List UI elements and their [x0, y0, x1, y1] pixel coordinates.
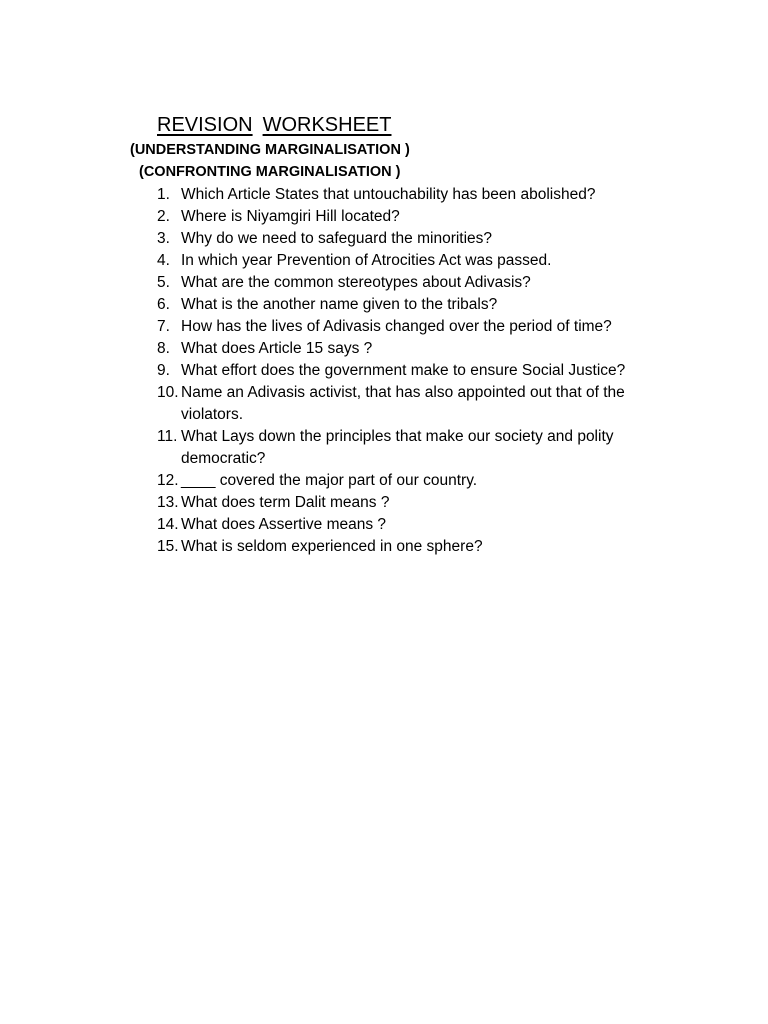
question-text: What does Assertive means ?	[181, 516, 387, 533]
question-list	[157, 184, 657, 558]
question-number: 4.	[157, 252, 170, 269]
question-item	[157, 206, 657, 228]
question-number: 10.	[157, 384, 179, 401]
question-number: 3.	[157, 230, 170, 247]
question-item	[157, 470, 657, 492]
question-text: What is the another name given to the tribals?	[181, 296, 498, 313]
question-number: 6.	[157, 296, 170, 313]
question-text: What does Article 15 says ?	[181, 340, 373, 357]
question-item	[157, 294, 657, 316]
question-number: 15.	[157, 538, 179, 555]
question-item	[157, 426, 657, 470]
question-item	[157, 228, 657, 250]
question-number: 7.	[157, 318, 170, 335]
question-text: What does term Dalit means ?	[181, 494, 390, 511]
question-number: 9.	[157, 362, 170, 379]
question-text: Where is Niyamgiri Hill located?	[181, 208, 400, 225]
question-number: 5.	[157, 274, 170, 291]
question-number: 13.	[157, 494, 179, 511]
subtitle-confronting: (CONFRONTING MARGINALISATION )	[139, 164, 401, 180]
worksheet-title	[157, 113, 391, 137]
question-number: 8.	[157, 340, 170, 357]
question-number: 1.	[157, 186, 170, 203]
question-text: What are the common stereotypes about Adivasis?	[181, 274, 531, 291]
question-text: ____ covered the major part of our country.	[181, 472, 478, 489]
question-text: How has the lives of Adivasis changed over the period of time?	[181, 318, 612, 335]
question-text: What is seldom experienced in one sphere?	[181, 538, 483, 555]
title-worksheet: WORKSHEET	[262, 114, 392, 136]
question-item	[157, 514, 657, 536]
subtitle-understanding: (UNDERSTANDING MARGINALISATION )	[130, 142, 410, 158]
question-text: Which Article States that untouchability has been abolished?	[181, 186, 596, 203]
question-number: 11.	[157, 428, 178, 445]
question-item	[157, 184, 657, 206]
question-item	[157, 360, 657, 382]
question-item	[157, 492, 657, 514]
question-item	[157, 316, 657, 338]
title-revision: REVISION	[157, 114, 253, 136]
question-number: 12.	[157, 472, 179, 489]
question-text: What effort does the government make to ensure Social Justice?	[181, 362, 626, 379]
question-text: What Lays down the principles that make our society and polity democratic?	[181, 428, 614, 467]
question-number: 14.	[157, 516, 179, 533]
question-item	[157, 272, 657, 294]
question-number: 2.	[157, 208, 170, 225]
question-text: In which year Prevention of Atrocities Act was passed.	[181, 252, 552, 269]
question-item	[157, 250, 657, 272]
question-item	[157, 536, 657, 558]
question-item	[157, 382, 657, 426]
question-text: Name an Adivasis activist, that has also appointed out that of the violators.	[181, 384, 625, 423]
question-text: Why do we need to safeguard the minorities?	[181, 230, 493, 247]
question-item	[157, 338, 657, 360]
